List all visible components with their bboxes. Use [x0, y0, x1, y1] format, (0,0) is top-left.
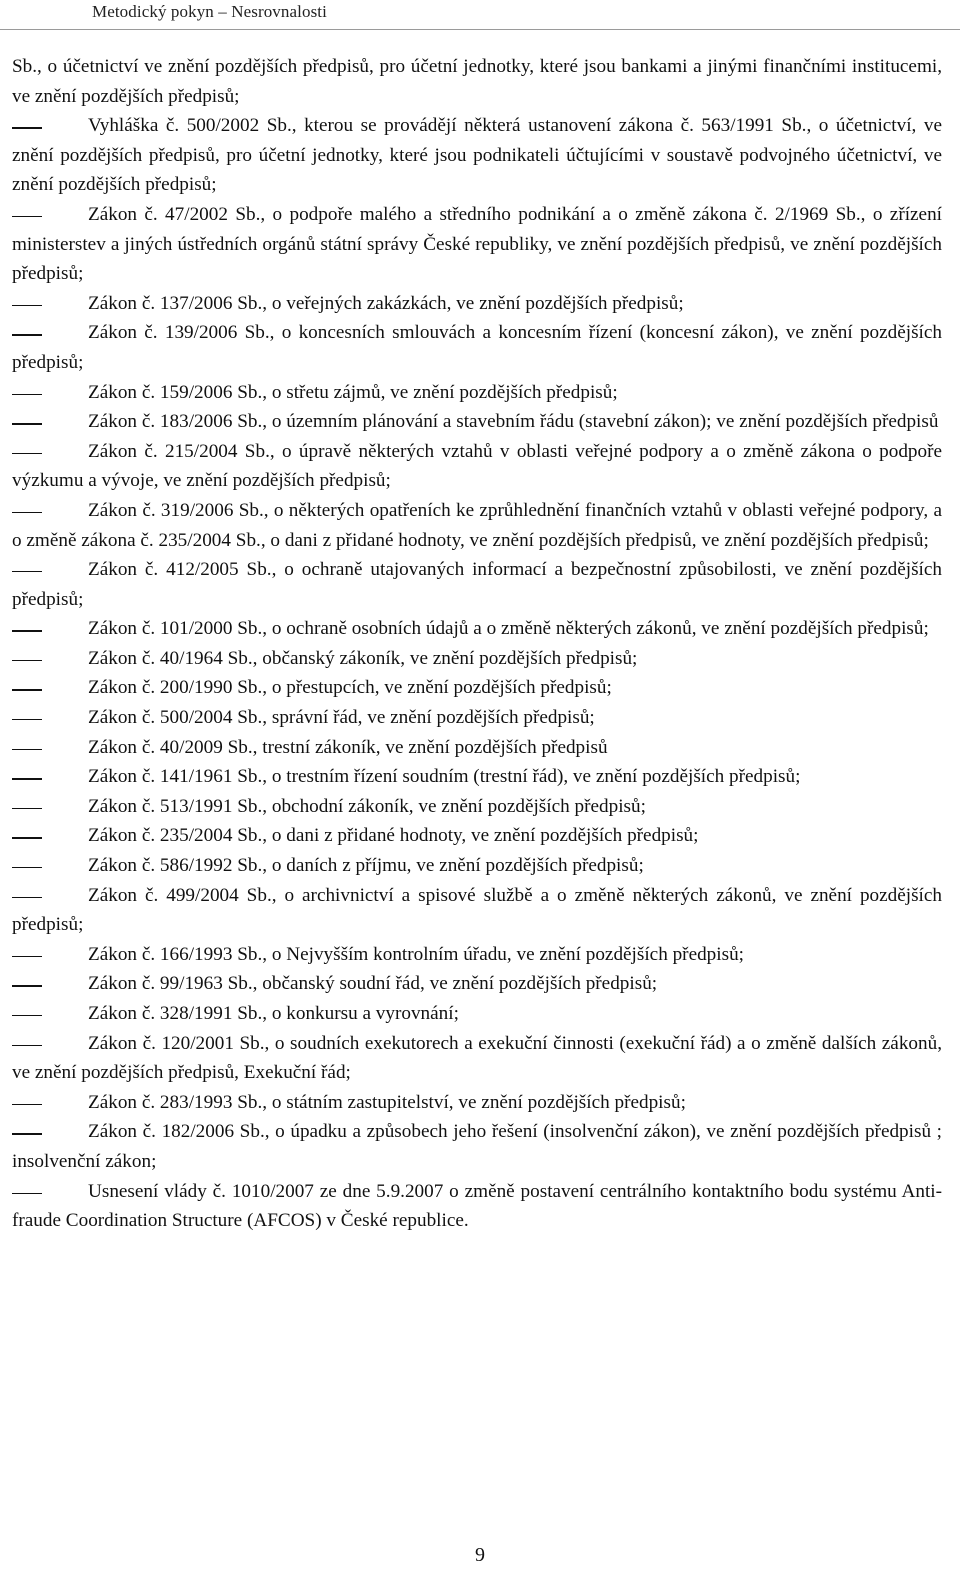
list-item-text: Zákon č. 159/2006 Sb., o střetu zájmů, ve znění pozdějších předpisů;: [88, 381, 618, 403]
list-item: [12, 378, 942, 408]
list-item-text: Zákon č. 99/1963 Sb., občanský soudní řád, ve znění pozdějších předpisů;: [88, 973, 658, 995]
list-item: [12, 733, 942, 763]
list-item: [12, 851, 942, 881]
list-item: [12, 1029, 942, 1088]
dash-bullet-icon: [12, 334, 42, 335]
dash-bullet-icon: [12, 837, 42, 838]
list-item-text: Zákon č. 319/2006 Sb., o některých opatřeních ke zprůhlednění finančních vztahů v oblasti veřejné podpory, a o změně zákona č. 235/2004 Sb., o dani z přidané hodnoty, ve znění pozdějších předpisů, ve znění pozdějších předpisů;: [12, 499, 942, 551]
dash-bullet-icon: [12, 423, 42, 424]
page-header: [0, 0, 960, 30]
list-item: [12, 1177, 942, 1236]
list-item-text: Zákon č. 328/1991 Sb., o konkursu a vyrovnání;: [88, 1003, 459, 1024]
list-item-text: Zákon č. 101/2000 Sb., o ochraně osobních údajů a o změně některých zákonů, ve znění pozdějších předpisů;: [88, 618, 929, 640]
list-item-text: Zákon č. 120/2001 Sb., o soudních exekutorech a exekuční činnosti (exekuční řád) a o změně dalších zákonů, ve znění pozdějších předpisů, Exekuční řád;: [12, 1032, 942, 1084]
header-divider: [0, 29, 960, 30]
list-item: [12, 407, 942, 437]
dash-bullet-icon: [12, 719, 42, 720]
list-item: [12, 1117, 942, 1176]
list-item-text: Zákon č. 182/2006 Sb., o úpadku a způsobech jeho řešení (insolvenční zákon), ve znění pozdějších předpisů ; insolvenční zákon;: [12, 1121, 942, 1172]
list-item: [12, 821, 942, 851]
list-item-text: Zákon č. 215/2004 Sb., o úpravě některých vztahů v oblasti veřejné podpory a o změně zákona o podpoře výzkumu a vývoje, ve znění pozdějších předpisů;: [12, 440, 942, 492]
list-item-text: Zákon č. 40/2009 Sb., trestní zákoník, ve znění pozdějších předpisů: [88, 736, 608, 758]
dash-bullet-icon: [12, 897, 42, 898]
list-item: [12, 940, 942, 970]
dash-bullet-icon: [12, 1193, 42, 1194]
list-item-text: Zákon č. 200/1990 Sb., o přestupcích, ve znění pozdějších předpisů;: [88, 677, 612, 699]
list-item: [12, 52, 942, 111]
list-item: [12, 762, 942, 792]
list-item-text: Zákon č. 141/1961 Sb., o trestním řízení soudním (trestní řád), ve znění pozdějších předpisů;: [88, 766, 801, 788]
dash-bullet-icon: [12, 808, 42, 809]
list-item: [12, 792, 942, 822]
list-item-text: Zákon č. 137/2006 Sb., o veřejných zakázkách, ve znění pozdějších předpisů;: [88, 292, 684, 314]
list-item-text: Zákon č. 586/1992 Sb., o daních z příjmu, ve znění pozdějších předpisů;: [88, 855, 644, 877]
list-item: [12, 673, 942, 703]
list-item: [12, 969, 942, 999]
list-item-text: Zákon č. 283/1993 Sb., o státním zastupitelství, ve znění pozdějších předpisů;: [88, 1091, 686, 1113]
list-item: [12, 1088, 942, 1118]
dash-bullet-icon: [12, 127, 42, 128]
list-item-text: Zákon č. 235/2004 Sb., o dani z přidané hodnoty, ve znění pozdějších předpisů;: [88, 825, 699, 847]
list-item-text: Zákon č. 40/1964 Sb., občanský zákoník, ve znění pozdějších předpisů;: [88, 647, 638, 669]
list-item-text: Usnesení vlády č. 1010/2007 ze dne 5.9.2007 o změně postavení centrálního kontaktního bodu systému Anti-fraude Coordination Structure (AFCOS) v České republice.: [12, 1180, 942, 1232]
list-item: [12, 644, 942, 674]
dash-bullet-icon: [12, 778, 42, 779]
legislation-list: [12, 52, 942, 1236]
page-number: 9: [475, 1544, 485, 1566]
list-item-text: Vyhláška č. 500/2002 Sb., kterou se provádějí některá ustanovení zákona č. 563/1991 Sb., o účetnictví, ve znění pozdějších předpisů, pro účetní jednotky, které jsou podnikateli účtujícími v soustavě podvojného účetnictví, ve znění pozdějších předpisů;: [12, 115, 942, 196]
list-item-text: Zákon č. 47/2002 Sb., o podpoře malého a středního podnikání a o změně zákona č. 2/1969 Sb., o zřízení ministerstev a jiných ústředních orgánů státní správy České republiky, ve znění pozdějších předpisů, ve znění pozdějších předpisů;: [12, 203, 942, 285]
dash-bullet-icon: [12, 1045, 42, 1046]
dash-bullet-icon: [12, 985, 42, 986]
list-item-text: Zákon č. 499/2004 Sb., o archivnictví a spisové službě a o změně některých zákonů, ve znění pozdějších předpisů;: [12, 884, 942, 936]
list-item-text: Sb., o účetnictví ve znění pozdějších předpisů, pro účetní jednotky, které jsou bankami a jinými finančními institucemi, ve znění pozdějších předpisů;: [12, 56, 942, 107]
list-item: [12, 289, 942, 319]
dash-bullet-icon: [12, 749, 42, 750]
header-title: Metodický pokyn – Nesrovnalosti: [92, 2, 327, 21]
dash-bullet-icon: [12, 867, 42, 868]
list-item: [12, 318, 942, 377]
dash-bullet-icon: [12, 512, 42, 513]
dash-bullet-icon: [12, 660, 42, 661]
list-item: [12, 555, 942, 614]
list-item-text: Zákon č. 183/2006 Sb., o územním plánování a stavebním řádu (stavební zákon); ve znění pozdějších předpisů: [88, 411, 939, 433]
dash-bullet-icon: [12, 216, 42, 217]
list-item: [12, 200, 942, 289]
list-item: [12, 999, 942, 1029]
dash-bullet-icon: [12, 630, 42, 631]
list-item-text: Zákon č. 412/2005 Sb., o ochraně utajovaných informací a bezpečnostní způsobilosti, ve znění pozdějších předpisů;: [12, 559, 942, 610]
list-item: [12, 111, 942, 200]
list-item-text: Zákon č. 513/1991 Sb., obchodní zákoník, ve znění pozdějších předpisů;: [88, 795, 646, 817]
list-item: [12, 614, 942, 644]
list-item-text: Zákon č. 139/2006 Sb., o koncesních smlouvách a koncesním řízení (koncesní zákon), ve znění pozdějších předpisů;: [12, 322, 942, 373]
dash-bullet-icon: [12, 1015, 42, 1016]
dash-bullet-icon: [12, 571, 42, 572]
list-item-text: Zákon č. 166/1993 Sb., o Nejvyšším kontrolním úřadu, ve znění pozdějších předpisů;: [88, 943, 745, 965]
list-item: [12, 881, 942, 940]
list-item: [12, 496, 942, 555]
dash-bullet-icon: [12, 394, 42, 395]
list-item: [12, 703, 942, 733]
dash-bullet-icon: [12, 453, 42, 454]
dash-bullet-icon: [12, 956, 42, 957]
dash-bullet-icon: [12, 1104, 42, 1105]
dash-bullet-icon: [12, 305, 42, 306]
list-item-text: Zákon č. 500/2004 Sb., správní řád, ve znění pozdějších předpisů;: [88, 707, 595, 729]
list-item: [12, 437, 942, 496]
dash-bullet-icon: [12, 1133, 42, 1134]
dash-bullet-icon: [12, 689, 42, 690]
